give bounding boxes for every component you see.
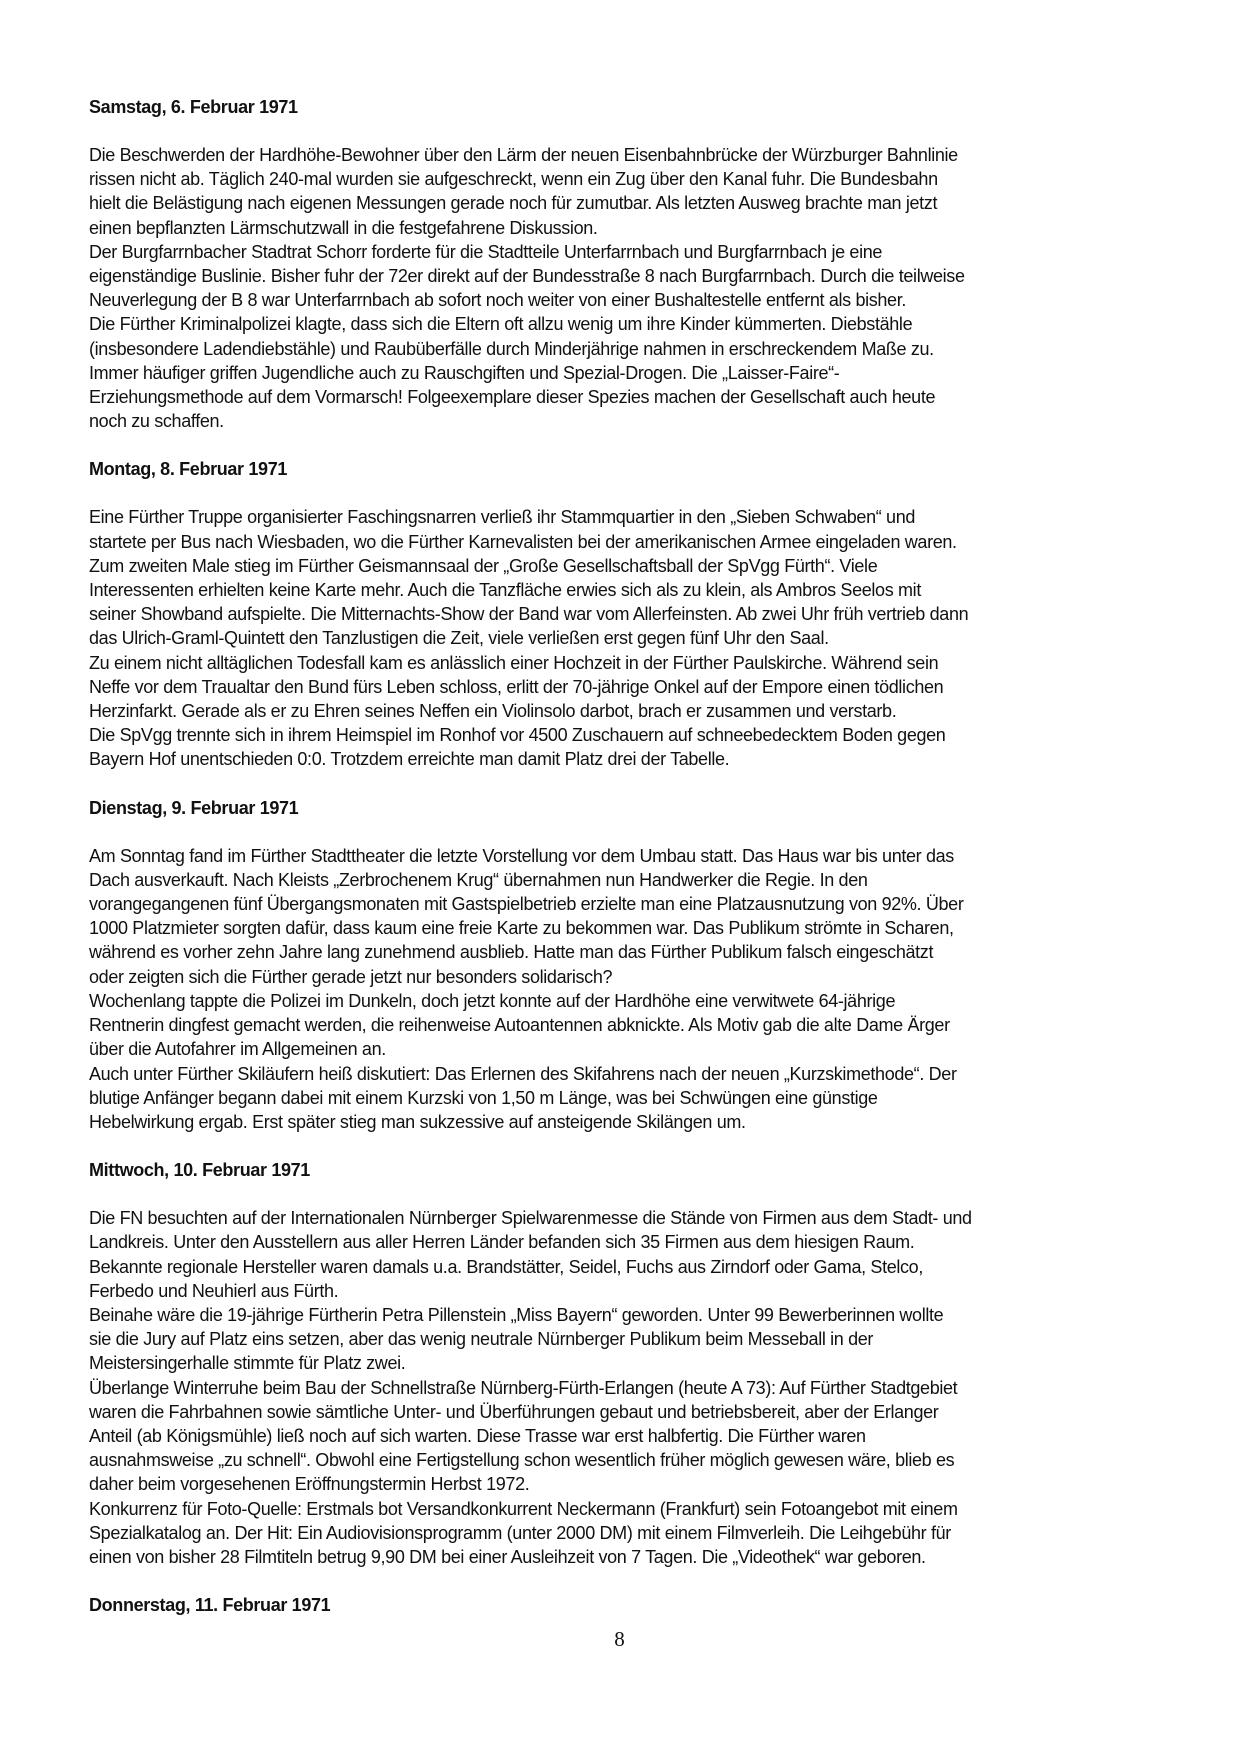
text-line: Die FN besuchten auf der Internationalen Nürnberger Spielwarenmesse die Stände von Firmen aus dem Stadt- und: [89, 1208, 972, 1229]
text-line: Die Fürther Kriminalpolizei klagte, dass sich die Eltern oft allzu wenig um ihre Kinder kümmerten. Diebstähle: [89, 314, 913, 335]
text-line: hielt die Belästigung nach eigenen Messungen gerade noch für zumutbar. Als letzten Ausweg brachte man jetzt: [89, 193, 938, 214]
text-line: Ferbedo und Neuhierl aus Fürth.: [89, 1280, 339, 1301]
text-line: rissen nicht ab. Täglich 240-mal wurden sie aufgeschreckt, wenn ein Zug über den Kanal fuhr. Die Bundesbahn: [89, 169, 938, 190]
text-line: Am Sonntag fand im Fürther Stadttheater die letzte Vorstellung vor dem Umbau statt. Das Haus war bis unter das: [89, 845, 954, 866]
page-number: 8: [614, 1627, 625, 1651]
text-line: einen bepflanzten Lärmschutzwall in die festgefahrene Diskussion.: [89, 217, 598, 238]
text-line: blutige Anfänger begann dabei mit einem Kurzski von 1,50 m Länge, was bei Schwüngen eine günstige: [89, 1087, 878, 1108]
text-line: Landkreis. Unter den Ausstellern aus aller Herren Länder befanden sich 35 Firmen aus dem hiesigen Raum.: [89, 1232, 915, 1253]
text-line: startete per Bus nach Wiesbaden, wo die Fürther Karnevalisten bei der amerikanischen Armee eingeladen waren.: [89, 531, 957, 552]
text-line: über die Autofahrer im Allgemeinen an.: [89, 1039, 386, 1060]
text-line: waren die Fahrbahnen sowie sämtliche Unter- und Überführungen gebaut und betriebsbereit, aber der Erlanger: [89, 1401, 939, 1422]
text-line: oder zeigten sich die Fürther gerade jetzt nur besonders solidarisch?: [89, 966, 613, 987]
document-page: [89, 95, 1179, 1617]
text-line: Neffe vor dem Traualtar den Bund fürs Leben schloss, erlitt der 70-jährige Onkel auf der Empore einen tödlichen: [89, 676, 944, 697]
text-line: noch zu schaffen.: [89, 411, 224, 432]
text-line: ausnahmsweise „zu schnell“. Obwohl eine Fertigstellung schon wesentlich früher möglich gewesen wäre, blieb es: [89, 1450, 955, 1471]
text-line: Hebelwirkung ergab. Erst später stieg man sukzessive auf ansteigende Skilängen um.: [89, 1111, 746, 1132]
text-line: Bayern Hof unentschieden 0:0. Trotzdem erreichte man damit Platz drei der Tabelle.: [89, 749, 730, 770]
text-line: Dach ausverkauft. Nach Kleists „Zerbrochenem Krug“ übernahmen nun Handwerker die Regie. In den: [89, 869, 868, 890]
text-line: Herzinfarkt. Gerade als er zu Ehren seines Neffen ein Violinsolo darbot, brach er zusammen und verstarb.: [89, 701, 897, 722]
section-montag-8-februar: [89, 457, 1179, 771]
section-body: [89, 1206, 1179, 1569]
text-line: Konkurrenz für Foto-Quelle: Erstmals bot Versandkonkurrent Neckermann (Frankfurt) sein Fotoangebot mit einem: [89, 1498, 958, 1519]
text-line: Beinahe wäre die 19-jährige Fürtherin Petra Pillenstein „Miss Bayern“ geworden. Unter 99 Bewerberinnen wollte: [89, 1304, 944, 1325]
text-line: sie die Jury auf Platz eins setzen, aber das wenig neutrale Nürnberger Publikum beim Messeball in der: [89, 1329, 874, 1350]
section-body: [89, 844, 1179, 1134]
text-line: Wochenlang tappte die Polizei im Dunkeln, doch jetzt konnte auf der Hardhöhe eine verwitwete 64-jährige: [89, 990, 896, 1011]
text-line: (insbesondere Ladendiebstähle) und Raubüberfälle durch Minderjährige nahmen in erschreckendem Maße zu.: [89, 338, 934, 359]
section-donnerstag-11-februar: [89, 1593, 1179, 1617]
text-line: Rentnerin dingfest gemacht werden, die reihenweise Autoantennen abknickte. Als Motiv gab die alte Dame Ärger: [89, 1015, 950, 1036]
section-mittwoch-10-februar: [89, 1158, 1179, 1569]
text-line: Interessenten erhielten keine Karte mehr. Auch die Tanzfläche erwies sich als zu klein, als Ambros Seelos mit: [89, 580, 921, 601]
section-samstag-6-februar: [89, 95, 1179, 433]
text-line: vorangegangenen fünf Übergangsmonaten mit Gastspielbetrieb erzielte man eine Platzausnutzung von 92%. Über: [89, 894, 964, 915]
section-body: [89, 143, 1179, 433]
section-dienstag-9-februar: [89, 796, 1179, 1134]
text-line: 1000 Platzmieter sorgten dafür, dass kaum eine freie Karte zu bekommen war. Das Publikum strömte in Scharen,: [89, 918, 954, 939]
text-line: Spezialkatalog an. Der Hit: Ein Audiovisionsprogramm (unter 2000 DM) mit einem Filmverleih. Die Leihgebühr für: [89, 1522, 951, 1543]
text-line: Zum zweiten Male stieg im Fürther Geismannsaal der „Große Gesellschaftsball der SpVgg Fürth“. Viele: [89, 555, 878, 576]
section-body: [89, 505, 1179, 771]
text-line: eigenständige Buslinie. Bisher fuhr der 72er direkt auf der Bundesstraße 8 nach Burgfarrnbach. Durch die teilweise: [89, 266, 965, 287]
text-line: Meistersingerhalle stimmte für Platz zwei.: [89, 1353, 406, 1374]
section-heading: Dienstag, 9. Februar 1971: [89, 797, 299, 818]
text-line: während es vorher zehn Jahre lang zunehmend ausblieb. Hatte man das Fürther Publikum falsch eingeschätzt: [89, 942, 934, 963]
text-line: Zu einem nicht alltäglichen Todesfall kam es anlässlich einer Hochzeit in der Fürther Paulskirche. Während sein: [89, 652, 939, 673]
text-line: daher beim vorgesehenen Eröffnungstermin Herbst 1972.: [89, 1474, 530, 1495]
text-line: Die Beschwerden der Hardhöhe-Bewohner über den Lärm der neuen Eisenbahnbrücke der Würzburger Bahnlinie: [89, 145, 958, 165]
text-line: Neuverlegung der B 8 war Unterfarrnbach ab sofort noch weiter von einer Bushaltestelle entfernt als bisher.: [89, 290, 907, 311]
section-heading: Montag, 8. Februar 1971: [89, 459, 288, 480]
text-line: Der Burgfarrnbacher Stadtrat Schorr forderte für die Stadtteile Unterfarrnbach und Burgfarrnbach je eine: [89, 241, 883, 262]
text-line: das Ulrich-Graml-Quintett den Tanzlustigen die Zeit, viele verließen erst gegen fünf Uhr den Saal.: [89, 628, 829, 649]
text-line: Erziehungsmethode auf dem Vormarsch! Folgeexemplare dieser Spezies machen der Gesellschaft auch heute: [89, 387, 936, 408]
text-line: Auch unter Fürther Skiläufern heiß diskutiert: Das Erlernen des Skifahrens nach der neuen „Kurzskimethode“. Der: [89, 1063, 957, 1084]
section-heading: Mittwoch, 10. Februar 1971: [89, 1160, 310, 1181]
text-line: Die SpVgg trennte sich in ihrem Heimspiel im Ronhof vor 4500 Zuschauern auf schneebedecktem Boden gegen: [89, 725, 946, 746]
text-line: Immer häufiger griffen Jugendliche auch zu Rauschgiften und Spezial-Drogen. Die „Laisser-Faire“-: [89, 362, 840, 383]
section-heading: Donnerstag, 11. Februar 1971: [89, 1595, 331, 1616]
text-line: einen von bisher 28 Filmtiteln betrug 9,90 DM bei einer Ausleihzeit von 7 Tagen. Die „Videothek“ war geboren.: [89, 1546, 926, 1567]
section-heading: Samstag, 6. Februar 1971: [89, 97, 298, 117]
text-line: seiner Showband aufspielte. Die Mitternachts-Show der Band war vom Allerfeinsten. Ab zwei Uhr früh vertrieb dann: [89, 604, 969, 625]
text-line: Bekannte regionale Hersteller waren damals u.a. Brandstätter, Seidel, Fuchs aus Zirndorf oder Gama, Stelco,: [89, 1256, 923, 1277]
text-line: Überlange Winterruhe beim Bau der Schnellstraße Nürnberg-Fürth-Erlangen (heute A 73): Auf Fürther Stadtgebiet: [89, 1377, 958, 1398]
text-line: Anteil (ab Königsmühle) ließ noch auf sich warten. Diese Trasse war erst halbfertig. Die Fürther waren: [89, 1425, 866, 1446]
text-line: Eine Fürther Truppe organisierter Faschingsnarren verließ ihr Stammquartier in den „Sieben Schwaben“ und: [89, 507, 916, 528]
